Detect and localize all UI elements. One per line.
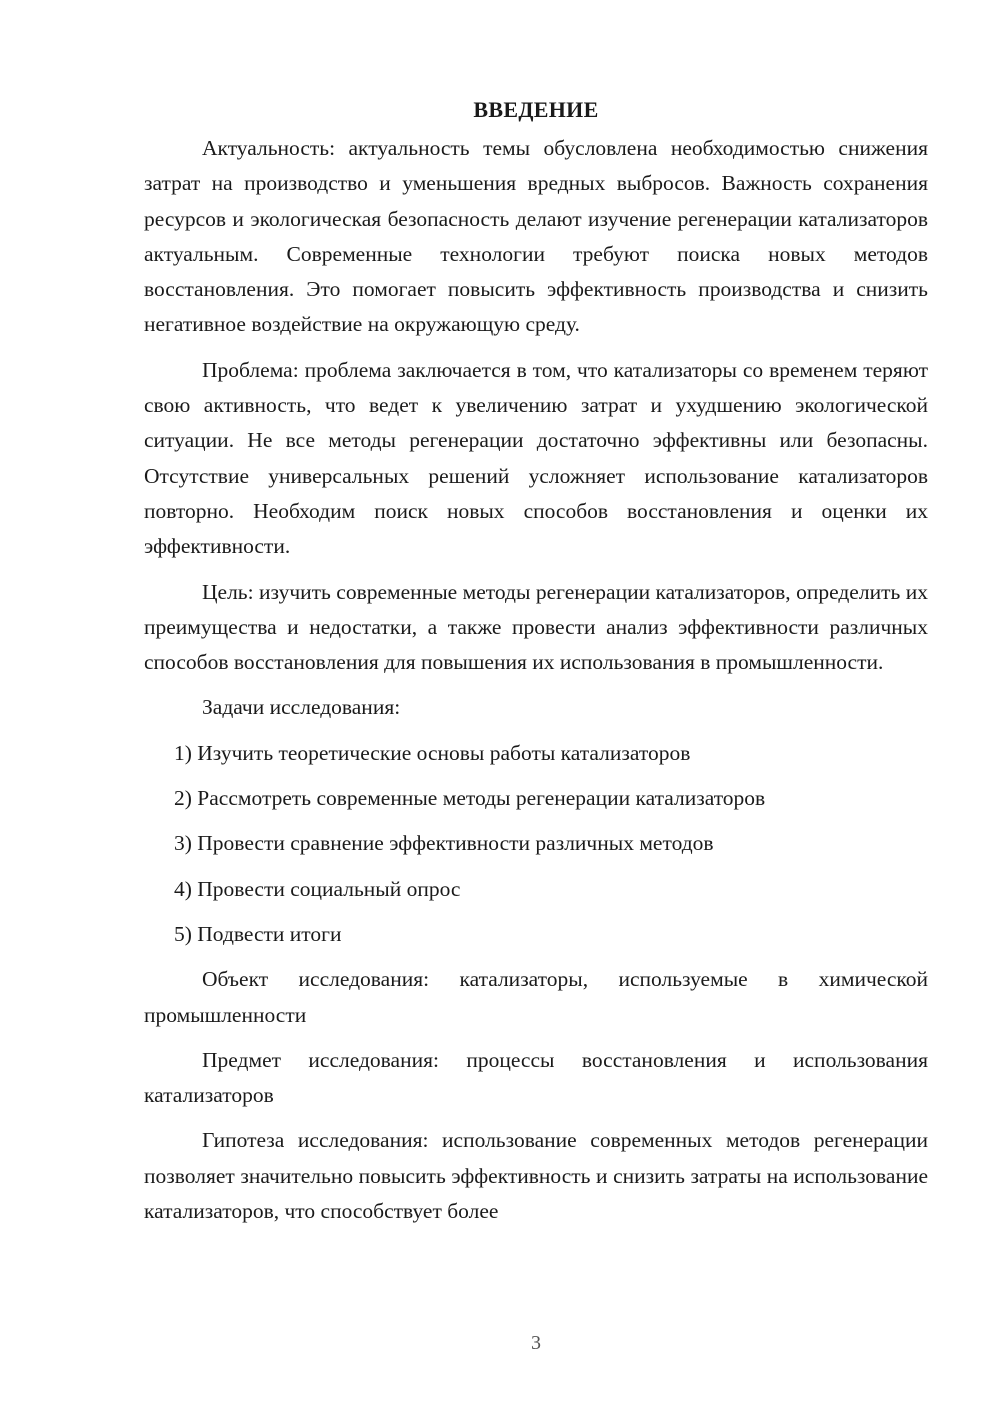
- tasks-heading: Задачи исследования:: [202, 695, 401, 720]
- tasks-list: [144, 736, 928, 952]
- relevance-paragraph: Актуальность: актуальность темы обусловлена необходимостью снижения затрат на производство и уменьшения вредных выбросов. Важность сохранения ресурсов и экологическая безопасность делают изучение регенерации катализаторов актуальным. Современные технологии требуют поиска новых методов восстановления. Это помогает повысить эффективность производства и снизить негативное воздействие на окружающую среду.: [144, 136, 928, 337]
- list-item: 3) Провести сравнение эффективности различных методов: [174, 831, 714, 856]
- document-page: [144, 92, 928, 1239]
- subject-paragraph: Предмет исследования: процессы восстановления и использования катализаторов: [144, 1047, 928, 1108]
- goal-paragraph: Цель: изучить современные методы регенерации катализаторов, определить их преимущества и недостатки, а также провести анализ эффективности различных способов восстановления для повышения их использования в промышленности.: [144, 579, 928, 675]
- list-item: 5) Подвести итоги: [174, 921, 342, 946]
- list-item: 4) Провести социальный опрос: [174, 876, 461, 901]
- list-item: 2) Рассмотреть современные методы регенерации катализаторов: [174, 786, 766, 811]
- page-number: 3: [531, 1332, 541, 1354]
- page-title: ВВЕДЕНИЕ: [473, 97, 599, 122]
- list-item: 1) Изучить теоретические основы работы катализаторов: [174, 740, 691, 765]
- object-paragraph: Объект исследования: катализаторы, используемые в химической промышленности: [144, 967, 928, 1027]
- problem-paragraph: Проблема: проблема заключается в том, что катализаторы со временем теряют свою активность, что ведет к увеличению затрат и ухудшению экологической ситуации. Не все методы регенерации достаточно эффективны или безопасны. Отсутствие универсальных решений усложняет использование катализаторов повторно. Необходим поиск новых способов восстановления и оценки их эффективности.: [144, 357, 928, 559]
- hypothesis-paragraph: Гипотеза исследования: использование современных методов регенерации позволяет значительно повысить эффективность и снизить затраты на использование катализаторов, что способствует более: [144, 1128, 928, 1224]
